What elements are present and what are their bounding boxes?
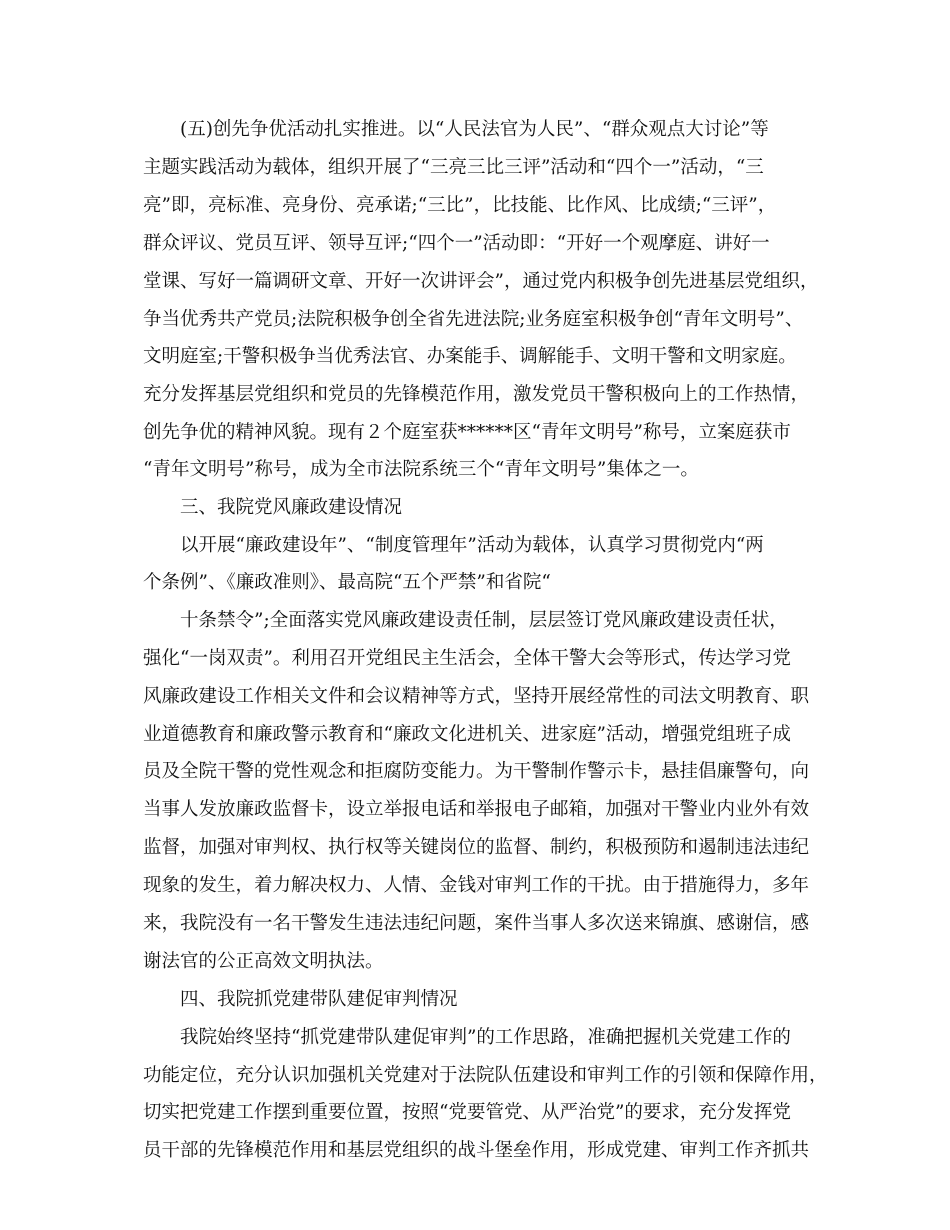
text-line: 以开展“廉政建设年”、“制度管理年”活动为载体，认真学习贯彻党内“两 [180,535,764,556]
text-line: 员及全院干警的党性观念和拒腐防变能力。为干警制作警示卡，悬挂倡廉警句，向 [143,761,810,782]
text-line: 十条禁令”;全面落实党风廉政建设责任制，层层签订党风廉政建设责任状， [180,610,788,631]
text-line: 强化“一岗双责”。利用召开党组民主生活会，全体干警大会等形式，传达学习党 [143,648,791,669]
text-line: 员干部的先锋模范作用和基层党组织的战斗堡垒作用，形成党建、审判工作齐抓共 [143,1140,810,1161]
text-line: 风廉政建设工作相关文件和会议精神等方式，坚持开展经常性的司法文明教育、职 [143,686,810,707]
text-line: 堂课、写好一篇调研文章、开好一次讲评会”，通过党内积极争创先进基层党组织， [143,271,819,292]
text-line: “青年文明号”称号，成为全市法院系统三个“青年文明号”集体之一。 [143,459,699,480]
text-line: 来，我院没有一名干警发生违法违纪问题，案件当事人多次送来锦旗、感谢信，感 [143,913,810,934]
text-line: 主题实践活动为载体，组织开展了“三亮三比三评”活动和“四个一”活动，“三 [143,157,764,178]
text-line: 个条例”、《廉政准则》、最高院“五个严禁”和省院“ [143,572,551,593]
text-line: 切实把党建工作摆到重要位置，按照“党要管党、从严治党”的要求，充分发挥党 [143,1102,791,1123]
section-heading: 三、我院党风廉政建设情况 [180,497,403,518]
text-line: (五)创先争优活动扎实推进。以“人民法官为人民”、“群众观点大讨论”等 [180,119,769,140]
section-heading: 四、我院抓党建带队建促审判情况 [180,989,458,1010]
text-line: 现象的发生，着力解决权力、人情、金钱对审判工作的干扰。由于措施得力，多年 [143,875,810,896]
text-line: 充分发挥基层党组织和党员的先锋模范作用，激发党员干警积极向上的工作热情， [143,384,810,405]
text-line: 我院始终坚持“抓党建带队建促审判”的工作思路，准确把握机关党建工作的 [180,1027,791,1048]
text-line: 监督，加强对审判权、执行权等关键岗位的监督、制约，积极预防和遏制违法违纪 [143,837,810,858]
text-line: 亮”即，亮标准、亮身份、亮承诺;“三比”，比技能、比作风、比成绩;“三评”， [143,195,777,216]
text-line: 文明庭室;干警积极争当优秀法官、办案能手、调解能手、文明干警和文明家庭。 [143,346,797,367]
text-line: 当事人发放廉政监督卡，设立举报电话和举报电子邮箱，加强对干警业内业外有效 [143,799,810,820]
text-line: 争当优秀共产党员;法院积极争创全省先进法院;业务庭室积极争创“青年文明号”、 [143,309,804,330]
text-line: 功能定位，充分认识加强机关党建对于法院队伍建设和审判工作的引领和保障作用， [143,1065,828,1086]
text-line: 创先争优的精神风貌。现有２个庭室获******区“青年文明号”称号，立案庭获市 [143,422,791,443]
text-line: 群众评议、党员互评、领导互评;“四个一”活动即：“开好一个观摩庭、讲好一 [143,233,770,254]
text-line: 谢法官的公正高效文明执法。 [143,951,384,972]
text-line: 业道德教育和廉政警示教育和“廉政文化进机关、进家庭”活动，增强党组班子成 [143,724,791,745]
